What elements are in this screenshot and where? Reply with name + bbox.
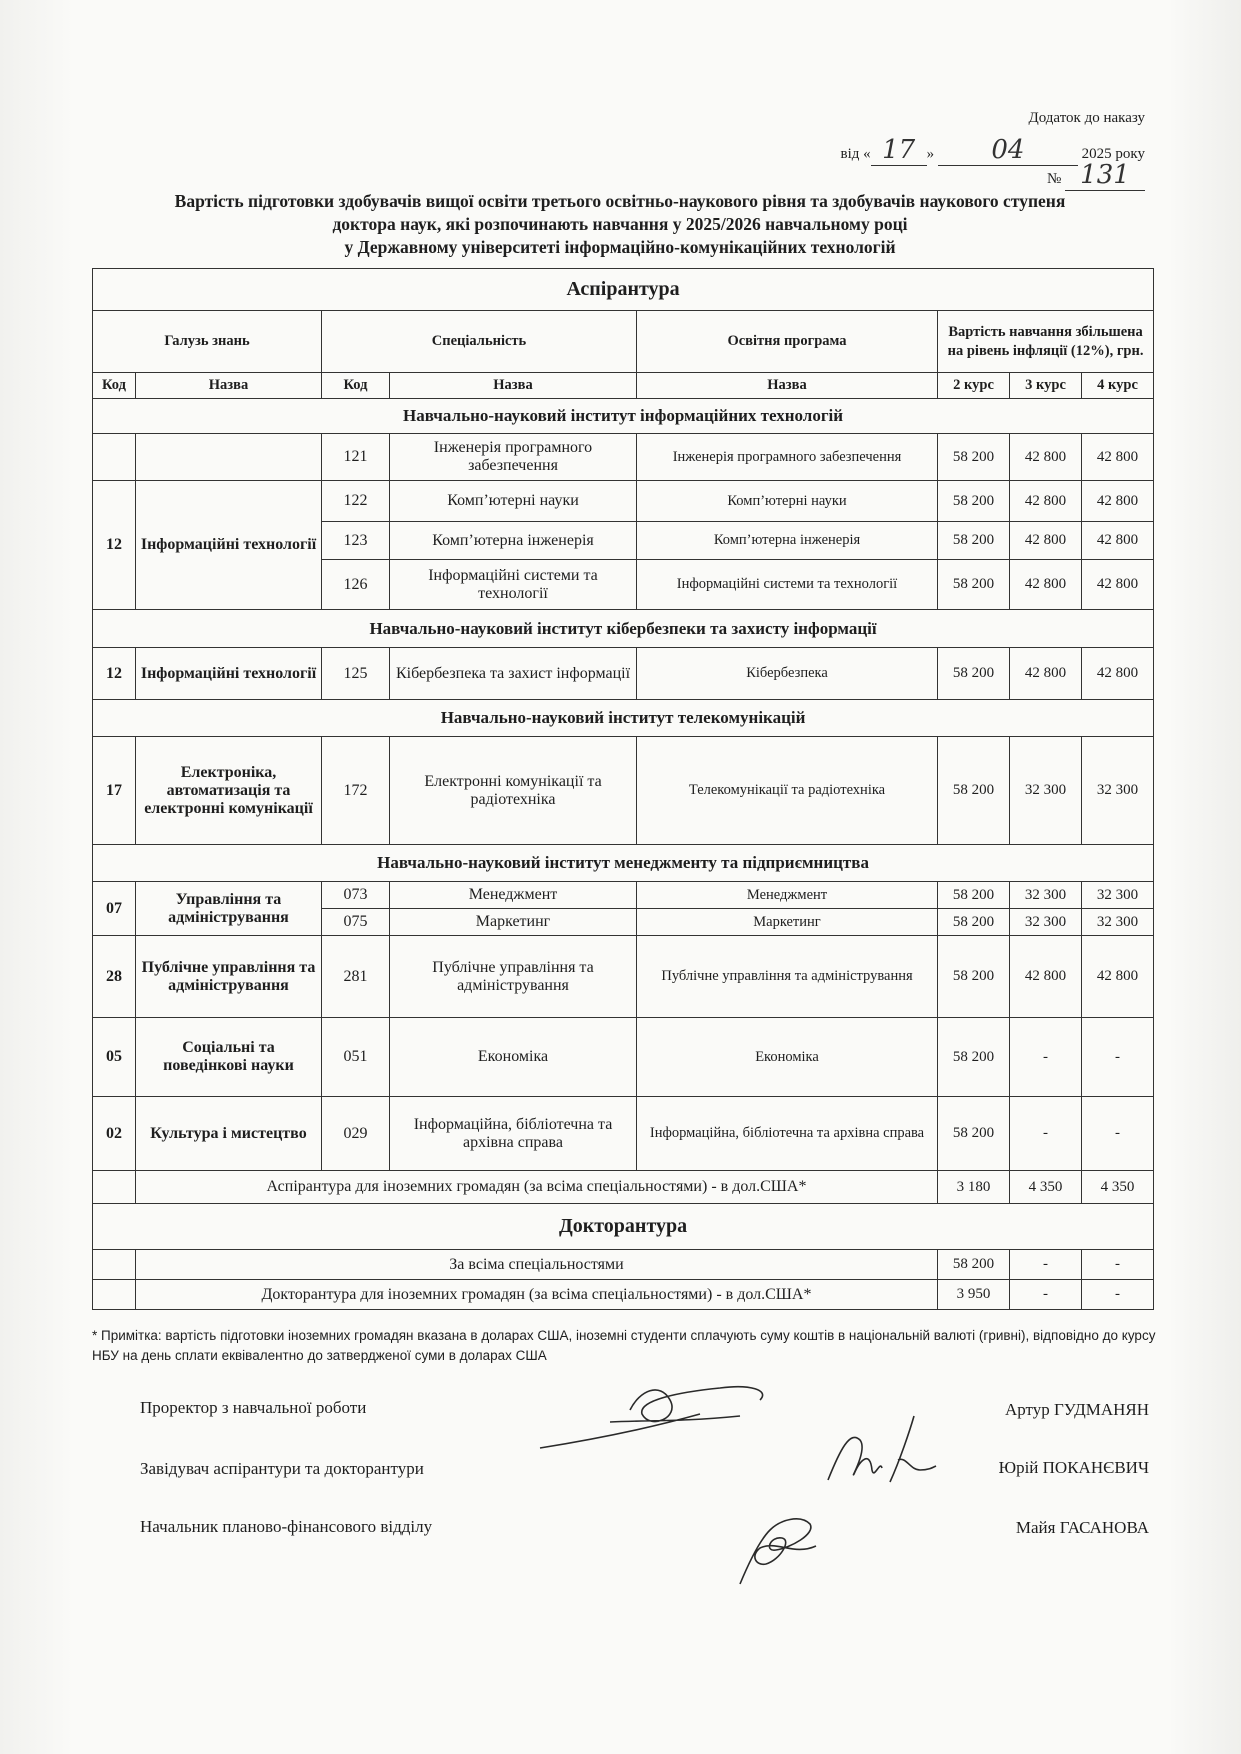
subheader-year-4: 4 курс (1082, 373, 1154, 399)
cost-year-3: 32 300 (1010, 737, 1082, 845)
signatory-name: Артур ГУДМАНЯН (1004, 1400, 1149, 1419)
program-name: Комп’ютерна інженерія (637, 522, 938, 560)
appendix-line: Додаток до наказу (1028, 110, 1145, 126)
cost-year-2: 58 200 (938, 434, 1010, 481)
cost-year-2: 58 200 (938, 737, 1010, 845)
section-aspirantura: Аспірантура (93, 269, 1154, 311)
field-code-cell (93, 434, 136, 481)
cost-year-4: 42 800 (1082, 936, 1154, 1018)
cost-year-2: 58 200 (938, 648, 1010, 700)
header-program: Освітня програма (637, 311, 938, 373)
cost-year-4: - (1082, 1280, 1154, 1310)
cost-year-2: 58 200 (938, 1097, 1010, 1171)
cost-year-3: 32 300 (1010, 882, 1082, 909)
specialty-name: Інформаційна, бібліотечна та архівна справа (390, 1097, 637, 1171)
subheader-name: Назва (136, 373, 322, 399)
table-row (93, 648, 1154, 700)
specialty-name: Публічне управління та адміністрування (390, 936, 637, 1018)
title-line-3: у Державному університеті інформаційно-комунікаційних технологій (344, 237, 896, 257)
cost-year-2: 58 200 (938, 481, 1010, 522)
table-row (93, 1250, 1154, 1280)
header-specialty: Спеціальність (322, 311, 637, 373)
cost-year-2: 58 200 (938, 1018, 1010, 1097)
specialty-name: Інформаційні системи та технології (390, 560, 637, 610)
specialty-name: Економіка (390, 1018, 637, 1097)
field-code: 12 (93, 648, 136, 700)
foreign-aspirantura-label: Аспірантура для іноземних громадян (за всіма спеціальностями) - в дол.США* (136, 1171, 938, 1204)
cost-year-3: - (1010, 1280, 1082, 1310)
cost-year-4: 32 300 (1082, 882, 1154, 909)
signature-mark-2 (820, 1410, 940, 1500)
program-name: Кібербезпека (637, 648, 938, 700)
cost-year-3: 42 800 (1010, 648, 1082, 700)
program-name: Телекомунікації та радіотехніка (637, 737, 938, 845)
institute-heading: Навчально-науковий інститут інформаційних технологій (93, 399, 1154, 434)
order-number-line (1047, 160, 1145, 191)
field-code: 02 (93, 1097, 136, 1171)
signature-mark-1 (530, 1370, 790, 1460)
cost-year-3: - (1010, 1250, 1082, 1280)
cost-year-4: 42 800 (1082, 481, 1154, 522)
cost-year-4: 42 800 (1082, 560, 1154, 610)
specialty-code: 075 (322, 909, 390, 936)
signatory-position: Завідувач аспірантури та докторантури (140, 1459, 424, 1478)
field-code: 12 (93, 481, 136, 610)
specialty-name: Менеджмент (390, 882, 637, 909)
specialty-code: 073 (322, 882, 390, 909)
specialty-name: Маркетинг (390, 909, 637, 936)
title-line-1: Вартість підготовки здобувачів вищої освіти третього освітньо-наукового рівня та здобувачів наукового ступеня (174, 191, 1066, 211)
table-row (93, 737, 1154, 845)
specialty-name: Електронні комунікації та радіотехніка (390, 737, 637, 845)
table-row (93, 882, 1154, 909)
footnote: * Примітка: вартість підготовки іноземних громадян вказана в доларах США, іноземні студенти сплачують суму коштів в національній валюті (гривні), відповідно до курсу НБУ на день сплати еквівалентно до затвердженої суми в доларах США (92, 1328, 1156, 1363)
order-day: 17 (882, 135, 916, 165)
field-code: 28 (93, 936, 136, 1018)
header-field: Галузь знань (93, 311, 322, 373)
cost-year-4: 42 800 (1082, 648, 1154, 700)
program-name: Інформаційні системи та технології (637, 560, 938, 610)
cost-year-2: 58 200 (938, 882, 1010, 909)
program-name: Менеджмент (637, 882, 938, 909)
doc-all-label: За всіма спеціальностями (136, 1250, 938, 1280)
field-name-cell (136, 434, 322, 481)
subheader-year-3: 3 курс (1010, 373, 1082, 399)
specialty-name: Інженерія програмного забезпечення (390, 434, 637, 481)
signatory-name: Юрій ПОКАНЄВИЧ (998, 1458, 1149, 1477)
table-row (93, 936, 1154, 1018)
program-name: Економіка (637, 1018, 938, 1097)
field-code: 07 (93, 882, 136, 936)
cost-year-4: - (1082, 1250, 1154, 1280)
subheader-code: Код (93, 373, 136, 399)
program-name: Інженерія програмного забезпечення (637, 434, 938, 481)
specialty-code: 051 (322, 1018, 390, 1097)
table-row (93, 1171, 1154, 1204)
program-name: Інформаційна, бібліотечна та архівна справа (637, 1097, 938, 1171)
table-row (93, 1280, 1154, 1310)
subheader-year-2: 2 курс (938, 373, 1010, 399)
document-title (60, 190, 1180, 259)
cost-year-3: 42 800 (1010, 936, 1082, 1018)
cost-year-3: 42 800 (1010, 481, 1082, 522)
specialty-code: 281 (322, 936, 390, 1018)
specialty-name: Кібербезпека та захист інформації (390, 648, 637, 700)
program-name: Комп’ютерні науки (637, 481, 938, 522)
cost-year-2: 58 200 (938, 936, 1010, 1018)
institute-heading: Навчально-науковий інститут телекомунікацій (93, 700, 1154, 737)
field-name: Управління та адміністрування (136, 882, 322, 936)
doc-foreign-label: Докторантура для іноземних громадян (за всіма спеціальностями) - в дол.США* (136, 1280, 938, 1310)
table-row (93, 1097, 1154, 1171)
date-from-label: від « (840, 146, 871, 162)
institute-heading: Навчально-науковий інститут кібербезпеки та захисту інформації (93, 610, 1154, 648)
empty-cell (93, 1171, 136, 1204)
field-name: Інформаційні технології (136, 481, 322, 610)
cost-year-4: 32 300 (1082, 737, 1154, 845)
field-name: Інформаційні технології (136, 648, 322, 700)
signatory-position: Начальник планово-фінансового відділу (140, 1517, 433, 1536)
program-name: Маркетинг (637, 909, 938, 936)
cost-year-2: 58 200 (938, 1250, 1010, 1280)
subheader-name: Назва (637, 373, 938, 399)
cost-year-2: 58 200 (938, 560, 1010, 610)
empty-cell (93, 1250, 136, 1280)
specialty-code: 126 (322, 560, 390, 610)
cost-year-3: 4 350 (1010, 1171, 1082, 1204)
specialty-code: 121 (322, 434, 390, 481)
header-cost: Вартість навчання збільшена на рівень інфляції (12%), грн. (938, 311, 1154, 373)
cost-year-2: 58 200 (938, 522, 1010, 560)
specialty-code: 172 (322, 737, 390, 845)
section-doktorantura: Докторантура (93, 1204, 1154, 1250)
table-row (93, 1018, 1154, 1097)
cost-year-3: - (1010, 1018, 1082, 1097)
cost-year-3: 42 800 (1010, 434, 1082, 481)
order-month: 04 (991, 135, 1025, 165)
specialty-name: Комп’ютерна інженерія (390, 522, 637, 560)
cost-year-2: 3 180 (938, 1171, 1010, 1204)
empty-cell (93, 1280, 136, 1310)
field-code: 05 (93, 1018, 136, 1097)
institute-heading: Навчально-науковий інститут менеджменту та підприємництва (93, 845, 1154, 882)
field-name: Публічне управління та адміністрування (136, 936, 322, 1018)
specialty-name: Комп’ютерні науки (390, 481, 637, 522)
subheader-name: Назва (390, 373, 637, 399)
cost-year-2: 3 950 (938, 1280, 1010, 1310)
title-line-2: доктора наук, які розпочинають навчання у 2025/2026 навчальному році (332, 214, 908, 234)
field-name: Електроніка, автоматизація та електронні комунікації (136, 737, 322, 845)
order-number: 131 (1080, 160, 1130, 190)
signatory-name: Майя ГАСАНОВА (1015, 1518, 1149, 1537)
table-row (93, 481, 1154, 522)
signatory-position: Проректор з навчальної роботи (140, 1398, 367, 1417)
field-code: 17 (93, 737, 136, 845)
subheader-code: Код (322, 373, 390, 399)
cost-year-4: 42 800 (1082, 434, 1154, 481)
table-row (93, 434, 1154, 481)
cost-year-2: 58 200 (938, 909, 1010, 936)
field-name: Культура і мистецтво (136, 1097, 322, 1171)
signature-mark-3 (720, 1500, 830, 1590)
specialty-code: 029 (322, 1097, 390, 1171)
specialty-code: 125 (322, 648, 390, 700)
order-number-label: № (1046, 171, 1062, 187)
date-quote: » (926, 146, 935, 162)
cost-year-4: 42 800 (1082, 522, 1154, 560)
cost-year-4: 4 350 (1082, 1171, 1154, 1204)
cost-year-3: 32 300 (1010, 909, 1082, 936)
cost-year-4: - (1082, 1018, 1154, 1097)
specialty-code: 122 (322, 481, 390, 522)
cost-year-4: 32 300 (1082, 909, 1154, 936)
order-year: 2025 року (1081, 146, 1145, 162)
field-name: Соціальні та поведінкові науки (136, 1018, 322, 1097)
program-name: Публічне управління та адміністрування (637, 936, 938, 1018)
cost-year-4: - (1082, 1097, 1154, 1171)
specialty-code: 123 (322, 522, 390, 560)
cost-year-3: 42 800 (1010, 560, 1082, 610)
tuition-table (92, 268, 1154, 1310)
cost-year-3: 42 800 (1010, 522, 1082, 560)
cost-year-3: - (1010, 1097, 1082, 1171)
